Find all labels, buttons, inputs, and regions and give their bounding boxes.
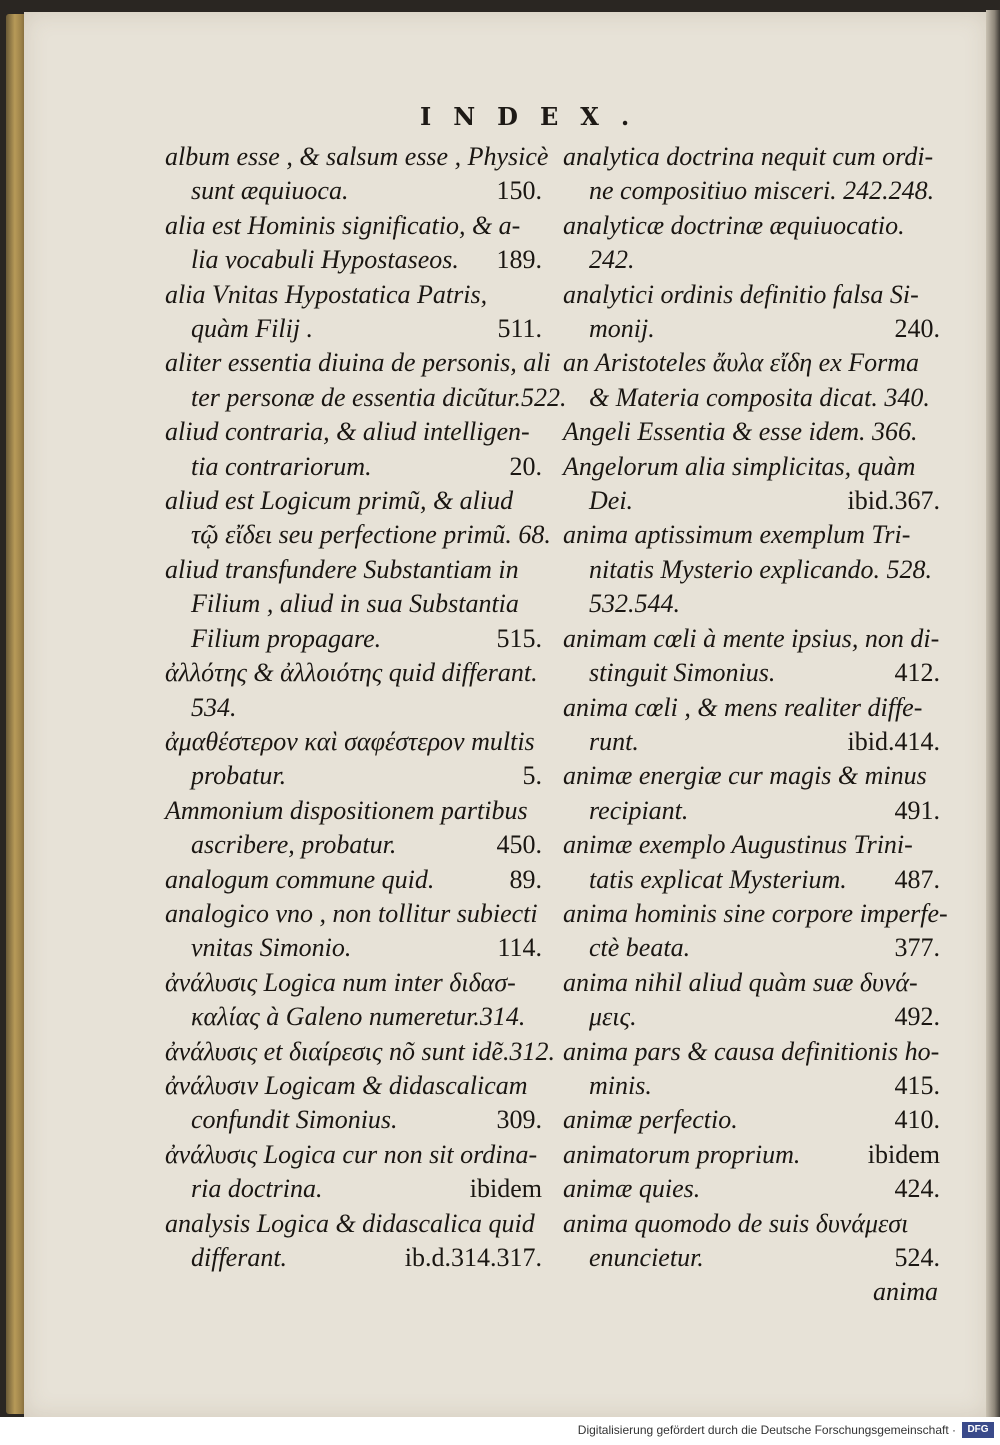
entry-text: ascribere, probatur.: [191, 830, 397, 860]
entry-text: confundit Simonius.: [191, 1105, 398, 1135]
index-entry: [165, 1138, 550, 1207]
index-entry: [563, 966, 948, 1035]
index-entry: [165, 209, 550, 278]
entry-line: [165, 1103, 550, 1137]
index-entry: [563, 450, 948, 519]
entry-line: [165, 174, 550, 208]
entry-line: analysis Logica & didascalica quid: [165, 1208, 535, 1238]
index-entry: [165, 966, 550, 1035]
entry-line: Angeli Essentia & esse idem. 366.: [563, 417, 918, 447]
entry-text: quàm Filij .: [191, 314, 314, 344]
entry-line: [165, 243, 550, 277]
page-reference: ib.d.314.317.: [404, 1243, 542, 1272]
entry-line: [165, 759, 550, 793]
index-entry: [165, 415, 550, 484]
entry-line: aliud est Logicum primũ, & aliud: [165, 486, 514, 516]
entry-text: monij.: [589, 314, 655, 344]
index-entry: [563, 1172, 948, 1206]
entry-line: ne compositiuo misceri. 242.248.: [589, 176, 935, 206]
entry-line: [563, 863, 948, 897]
entry-text: Filium propagare.: [191, 623, 382, 653]
index-column-right: [563, 140, 948, 1310]
entry-line: aliter essentia diuina de personis, ali: [165, 348, 551, 378]
entry-text: tia contrariorum.: [191, 451, 372, 481]
entry-line: ἀνάλυσις Logica num inter διδασ-: [165, 967, 516, 997]
index-entry: [165, 794, 550, 863]
entry-line: analytici ordinis definitio falsa Si-: [563, 279, 919, 309]
entry-line: [563, 1138, 948, 1172]
page-reference: 487.: [894, 864, 940, 894]
index-entry: [563, 1035, 948, 1104]
entry-line: καλίας à Galeno numeretur.314.: [191, 1002, 526, 1032]
entry-line: anima pars & causa definitionis ho-: [563, 1036, 940, 1066]
entry-line: aliud transfundere Substantiam in: [165, 554, 519, 584]
index-entry: [165, 1207, 550, 1276]
entry-line: [165, 450, 550, 484]
index-entry: [563, 622, 948, 691]
entry-line: animæ exemplo Augustinus Trini-: [563, 830, 913, 860]
entry-text: animæ quies.: [563, 1174, 701, 1204]
index-entry: [563, 415, 948, 449]
entry-line: & Materia composita dicat. 340.: [589, 382, 930, 412]
entry-line: Angelorum alia simplicitas, quàm: [563, 451, 916, 481]
entry-line: Ammonium dispositionem partibus: [165, 795, 528, 825]
index-entry: [563, 691, 948, 760]
page-reference: 515.: [496, 623, 542, 653]
page-reference: 20.: [509, 451, 542, 481]
entry-line: [165, 622, 550, 656]
entry-line: [563, 794, 948, 828]
entry-line: aliud contraria, & aliud intelligen-: [165, 417, 530, 447]
entry-line: τῷ εἴδει seu perfectione primũ. 68.: [191, 520, 551, 550]
page-reference: ibidem: [469, 1174, 542, 1204]
page-reference: 412.: [894, 658, 940, 688]
index-entry: [165, 1069, 550, 1138]
book-edge-right: [986, 10, 1000, 1420]
index-entry: [165, 278, 550, 347]
entry-text: recipiant.: [589, 795, 689, 825]
footer-bar: [0, 1417, 1000, 1445]
page-reference: 5.: [522, 761, 542, 791]
entry-text: animatorum proprium.: [563, 1139, 801, 1169]
entry-text: minis.: [589, 1070, 652, 1100]
entry-line: anima aptissimum exemplum Tri-: [563, 520, 911, 550]
index-entry: [165, 897, 550, 966]
entry-line: anima nihil aliud quàm suæ δυνά-: [563, 967, 918, 997]
entry-text: lia vocabuli Hypostaseos.: [191, 245, 459, 275]
index-entry: [563, 1103, 948, 1137]
entry-line: [563, 1172, 948, 1206]
page-reference: 415.: [894, 1070, 940, 1100]
entry-line: [165, 863, 550, 897]
entry-line: 242.: [589, 245, 635, 275]
index-entry: [563, 209, 948, 278]
entry-line: [563, 484, 948, 518]
entry-text: ctè beata.: [589, 933, 691, 963]
entry-line: [165, 828, 550, 862]
page-reference: ibid.367.: [847, 486, 940, 516]
entry-line: [563, 656, 948, 690]
entry-line: [165, 931, 550, 965]
entry-line: 532.544.: [589, 589, 680, 619]
page-reference: 450.: [496, 830, 542, 860]
page-reference: 424.: [894, 1174, 940, 1204]
entry-line: ἀμαθέστερον καὶ σαφέστερον multis: [165, 726, 535, 756]
entry-line: an Aristoteles ἄυλα εἴδη ex Forma: [563, 348, 920, 378]
index-entry: [563, 278, 948, 347]
page-reference: 114.: [497, 933, 542, 963]
index-entry: [563, 1138, 948, 1172]
entry-line: alia est Hominis significatio, & a-: [165, 210, 521, 240]
page-reference: 189.: [496, 245, 542, 275]
entry-line: [165, 1172, 550, 1206]
entry-line: nitatis Mysterio explicando. 528.: [589, 554, 933, 584]
entry-line: [165, 1241, 550, 1275]
entry-line: album esse , & salsum esse , Physicè: [165, 142, 549, 171]
entry-text: Dei.: [589, 486, 634, 516]
entry-text: analogum commune quid.: [165, 864, 435, 894]
entry-text: ria doctrina.: [191, 1174, 323, 1204]
entry-text: stinguit Simonius.: [589, 658, 776, 688]
page-reference: 377.: [894, 933, 940, 963]
entry-text: differant.: [191, 1243, 288, 1272]
page-reference: 524.: [894, 1243, 940, 1272]
index-entry: [563, 346, 948, 415]
index-entry: [563, 518, 948, 621]
page-reference: 150.: [496, 176, 542, 206]
entry-line: ter personæ de essentia dicũtur.522.: [191, 382, 567, 412]
entry-line: 534.: [191, 692, 237, 722]
entry-line: ἀνάλυσις et διαίρεσις nõ sunt idẽ.312.: [165, 1036, 556, 1066]
entry-line: [563, 312, 948, 346]
entry-text: μεις.: [589, 1002, 637, 1032]
index-entry: [165, 725, 550, 794]
entry-text: enuncietur.: [589, 1243, 704, 1272]
entry-line: ἀνάλυσιν Logicam & didascalicam: [165, 1070, 528, 1100]
catchword: anima: [873, 1277, 938, 1307]
entry-line: [563, 1000, 948, 1034]
entry-text: runt.: [589, 726, 639, 756]
entry-line: [563, 1069, 948, 1103]
page-reference: ibidem: [867, 1139, 940, 1169]
dfg-logo: DFG: [962, 1422, 994, 1438]
entry-text: animæ perfectio.: [563, 1105, 738, 1135]
index-entry: [165, 553, 550, 656]
page-reference: 240.: [894, 314, 940, 344]
entry-line: animam cœli à mente ipsius, non di-: [563, 623, 940, 653]
entry-line: [563, 1103, 948, 1137]
entry-line: ἀνάλυσις Logica cur non sit ordina-: [165, 1139, 538, 1169]
index-entry: [563, 759, 948, 828]
entry-text: probatur.: [191, 761, 287, 791]
entry-line: analytica doctrina nequit cum ordi-: [563, 142, 934, 171]
index-entry: [165, 863, 550, 897]
index-entry: [563, 897, 948, 966]
entry-line: ἀλλότης & ἀλλοιότης quid differant.: [165, 658, 538, 688]
entry-line: anima cœli , & mens realiter diffe-: [563, 692, 923, 722]
page-reference: 89.: [509, 864, 542, 894]
page-reference: 309.: [496, 1105, 542, 1135]
index-entry: [165, 1035, 556, 1069]
page-header: INDEX.: [420, 102, 652, 131]
page-reference: 410.: [894, 1105, 940, 1135]
page-reference: ibid.414.: [847, 726, 940, 756]
page-reference: 492.: [894, 1002, 940, 1032]
index-entry: [165, 656, 550, 725]
index-entry: [165, 346, 567, 415]
entry-text: vnitas Simonio.: [191, 933, 352, 963]
index-column-left: [165, 140, 567, 1275]
entry-line: [563, 931, 948, 965]
footer-credit: Digitalisierung gefördert durch die Deutsche Forschungsgemeinschaft ·: [577, 1423, 956, 1437]
entry-line: alia Vnitas Hypostatica Patris,: [165, 279, 488, 309]
entry-line: animæ energiæ cur magis & minus: [563, 761, 927, 791]
entry-line: [563, 725, 948, 759]
entry-line: Filium , aliud in sua Substantia: [191, 589, 519, 619]
entry-line: anima quomodo de suis δυνάμεσι: [563, 1208, 909, 1238]
entry-text: tatis explicat Mysterium.: [589, 864, 847, 894]
index-entry: [563, 828, 948, 897]
page-reference: 511.: [497, 314, 542, 344]
page-reference: 491.: [894, 795, 940, 825]
entry-line: [563, 1241, 948, 1275]
entry-text: sunt æquiuoca.: [191, 176, 349, 206]
index-entry: [563, 140, 948, 209]
entry-line: analogico vno , non tollitur subiecti: [165, 898, 538, 928]
index-entry: [165, 140, 550, 209]
entry-line: [165, 312, 550, 346]
entry-line: analyticæ doctrinæ æquiuocatio.: [563, 210, 905, 240]
index-entry: [165, 484, 550, 553]
index-entry: [563, 1207, 948, 1276]
entry-line: anima hominis sine corpore imperfe-: [563, 898, 948, 928]
